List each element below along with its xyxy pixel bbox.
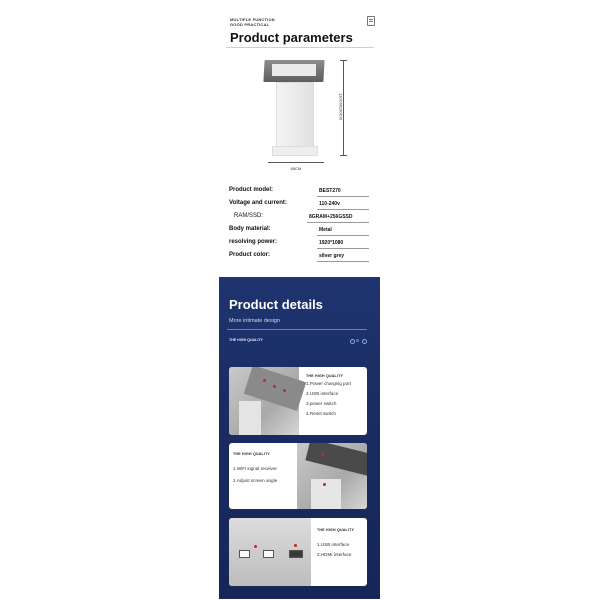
port-dot	[273, 385, 276, 388]
card-3-item: 1.USB interface	[317, 542, 350, 547]
spec-value: 1920*1080	[319, 240, 344, 246]
marker-dot	[323, 483, 326, 486]
spec-underline	[317, 196, 369, 197]
height-label: 110CM/150CM	[338, 93, 344, 120]
document-icon	[367, 16, 375, 26]
usb-port	[239, 550, 250, 558]
spec-underline	[317, 235, 369, 236]
spec-row	[229, 211, 369, 224]
spec-label: Product color:	[229, 252, 271, 258]
spec-value: silver grey	[319, 253, 345, 259]
marker-dot	[254, 545, 257, 548]
kiosk-post	[311, 479, 341, 509]
height-tick-bottom	[340, 155, 347, 156]
marker-dot	[321, 453, 324, 456]
title-divider	[226, 47, 374, 48]
spec-underline	[317, 209, 369, 210]
spec-label: Voltage and current:	[229, 200, 287, 206]
card-1-item: 4.Reset switch	[306, 411, 336, 416]
spec-value: 8GRAM+256GSSD	[309, 214, 353, 220]
spec-value: 110-240v	[319, 201, 340, 207]
wifi-closeup-photo	[297, 443, 367, 509]
kiosk-panel-edge	[305, 443, 367, 477]
kiosk-post	[239, 401, 261, 435]
spec-underline	[307, 222, 369, 223]
quality-label: THE HIGH QUALITY	[229, 338, 263, 342]
details-divider	[227, 329, 367, 330]
tagline	[230, 17, 275, 27]
detail-card-3	[229, 518, 367, 586]
spec-label: resolving power:	[229, 239, 278, 245]
card-2-item: 2.Adjust screen angle	[233, 478, 278, 483]
spec-list	[229, 185, 369, 263]
usb-port	[263, 550, 274, 558]
card-3-head: THE HIGH QUALITY	[317, 528, 355, 532]
product-image	[262, 58, 326, 158]
details-title: Product details	[229, 297, 323, 312]
card-2-item: 1.WiFi signal receiver	[233, 466, 277, 471]
carousel-dot-active[interactable]	[356, 339, 359, 342]
spec-label: Product model:	[229, 187, 274, 193]
carousel-dot[interactable]	[350, 339, 355, 344]
card-1-list	[306, 379, 351, 419]
tagline-line-1: MULTIPLE FUNCTION	[230, 17, 275, 22]
details-subtitle: More intimate design	[229, 318, 281, 324]
spec-value: Metal	[319, 227, 332, 233]
height-tick-top	[340, 60, 347, 61]
detail-card-2	[229, 443, 367, 509]
port-dot	[283, 389, 286, 392]
detail-card-1	[229, 367, 367, 435]
spec-label: Body material:	[229, 226, 271, 232]
kiosk-base	[272, 146, 318, 156]
kiosk-body	[276, 82, 314, 150]
port-dot	[263, 379, 266, 382]
card-1-head: THE HIGH QUALITY	[306, 374, 344, 378]
spec-row	[229, 237, 369, 250]
carousel-dot[interactable]	[362, 339, 367, 344]
hdmi-port	[289, 550, 303, 558]
io-ports-photo	[229, 518, 311, 586]
page-title: Product parameters	[230, 30, 353, 45]
card-1-item: 3.power switch	[306, 401, 337, 406]
card-1-item: 2.USB interface	[306, 391, 339, 396]
carousel-dots[interactable]	[350, 339, 368, 343]
details-panel	[219, 277, 380, 599]
port-closeup-photo	[229, 367, 299, 435]
tagline-line-2: GOOD PRACTICAL	[230, 22, 270, 27]
spec-row	[229, 185, 369, 198]
spec-value: BEST270	[319, 188, 341, 194]
kiosk-screen-glass	[272, 64, 316, 76]
spec-row	[229, 250, 369, 263]
width-dimension-line	[268, 162, 324, 163]
spec-underline	[317, 261, 369, 262]
card-2-list	[233, 463, 277, 487]
width-label: 65CM	[290, 166, 302, 171]
card-3-item: 2.HDMI interface	[317, 552, 352, 557]
card-3-list	[317, 540, 351, 560]
card-2-head: THE HIGH QUALITY	[233, 452, 271, 456]
spec-row	[229, 224, 369, 237]
card-1-item: 1.Power charging port	[306, 381, 351, 386]
spec-label: RAM/SSD:	[234, 213, 264, 219]
marker-dot	[294, 544, 297, 547]
spec-row	[229, 198, 369, 211]
spec-underline	[317, 248, 369, 249]
